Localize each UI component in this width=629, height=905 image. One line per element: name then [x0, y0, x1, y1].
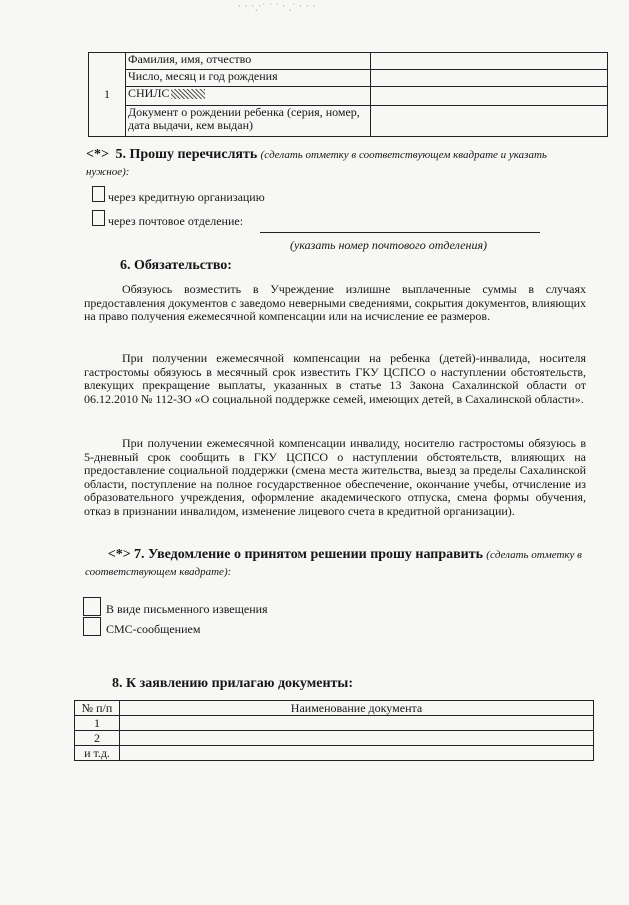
- doc-row-number: и т.д.: [75, 746, 120, 761]
- doc-row-name-field[interactable]: [120, 731, 594, 746]
- field-fio[interactable]: [371, 53, 608, 70]
- section5-title: 5. Прошу перечислять: [115, 147, 258, 162]
- checkbox-post-office[interactable]: [92, 210, 105, 226]
- person-info-table: [88, 52, 608, 137]
- obligation-paragraph-2: При получении ежемесячной компенсации на ребенка (детей)-инвалида, носителя гастростомы обязуюсь в месячный срок известить ГКУ ЦСПСО о наступлении обстоятельств, влекущих прекращение выплаты, указанных в статье 13 Закона Сахалинской области от 06.12.2010 № 112-ЗО «О социальной поддержке семей, имеющих детей, в Сахалинской области».: [84, 351, 586, 406]
- doc-row-name-field[interactable]: [120, 716, 594, 731]
- checkbox-sms[interactable]: [83, 617, 101, 636]
- section7-marker: <*>: [107, 547, 131, 562]
- field-birth-document[interactable]: [371, 106, 608, 137]
- option-sms: СМС-сообщением: [106, 622, 201, 636]
- snils-stamp-icon: [171, 89, 205, 99]
- doc-row-number: 1: [75, 716, 120, 731]
- label-snils: [126, 87, 371, 106]
- header-number: № п/п: [75, 701, 120, 716]
- row-number: 1: [89, 53, 126, 137]
- field-birthdate[interactable]: [371, 70, 608, 87]
- label-birthdate: Число, месяц и год рождения: [126, 70, 371, 87]
- field-snils[interactable]: [371, 87, 608, 106]
- checkbox-credit-org[interactable]: [92, 186, 105, 202]
- label-birth-document: Документ о рождении ребенка (серия, номер, дата выдачи, кем выдан): [126, 106, 371, 137]
- section7-heading: [85, 546, 585, 580]
- header-document-name: Наименование документа: [120, 701, 594, 716]
- section7-title: 7. Уведомление о принятом решении прошу направить: [133, 547, 484, 562]
- label-snils-text: СНИЛС: [128, 86, 170, 100]
- section5-marker: <*>: [86, 147, 109, 162]
- obligation-paragraph-1: Обязуюсь возместить в Учреждение излишне выплаченные суммы в случаях предоставления документов с заведомо неверными сведениями, сокрытия документов, влияющих на право получения ежемесячной компенсации или на исчисление ее размеров.: [84, 282, 586, 324]
- option-written-notice: В виде письменного извещения: [106, 602, 268, 616]
- checkbox-written-notice[interactable]: [83, 597, 101, 616]
- section5-heading: [86, 146, 566, 180]
- post-office-number-field[interactable]: [260, 232, 540, 233]
- obligation-paragraph-3: При получении ежемесячной компенсации инвалиду, носителю гастростомы обязуюсь в 5-дневный срок сообщить в ГКУ ЦСПСО о наступлении обстоятельств, влияющих на предоставление социальной поддержки (смена места жительства, выезд за пределы Сахалинской области, поступление на полное государственное обеспечение, окончание учебы, отчисление из образовательного учреждения, оформление академического отпуска, смена формы обучения, отказ в признании инвалидом, изменение лицевого счета в кредитной организации).: [84, 436, 586, 518]
- option-credit-org: через кредитную организацию: [108, 190, 265, 204]
- attached-documents-table: [74, 700, 594, 761]
- label-fio: Фамилия, имя, отчество: [126, 53, 371, 70]
- doc-row-number: 2: [75, 731, 120, 746]
- scan-artifact: · · ·ˏ·˙ ˙ ˙ · ˏ˙ · · ·: [238, 2, 317, 11]
- section6-title: 6. Обязательство:: [120, 258, 232, 273]
- doc-row-name-field[interactable]: [120, 746, 594, 761]
- section8-title: 8. К заявлению прилагаю документы:: [112, 676, 354, 691]
- post-office-hint: (указать номер почтового отделения): [290, 238, 488, 252]
- section7-note: (сделать отметку в соответствующем квадрате):: [85, 549, 582, 578]
- option-post-office: через почтовое отделение:: [108, 214, 244, 228]
- section5-note: (сделать отметку в соответствующем квадрате и указать нужное):: [86, 149, 547, 178]
